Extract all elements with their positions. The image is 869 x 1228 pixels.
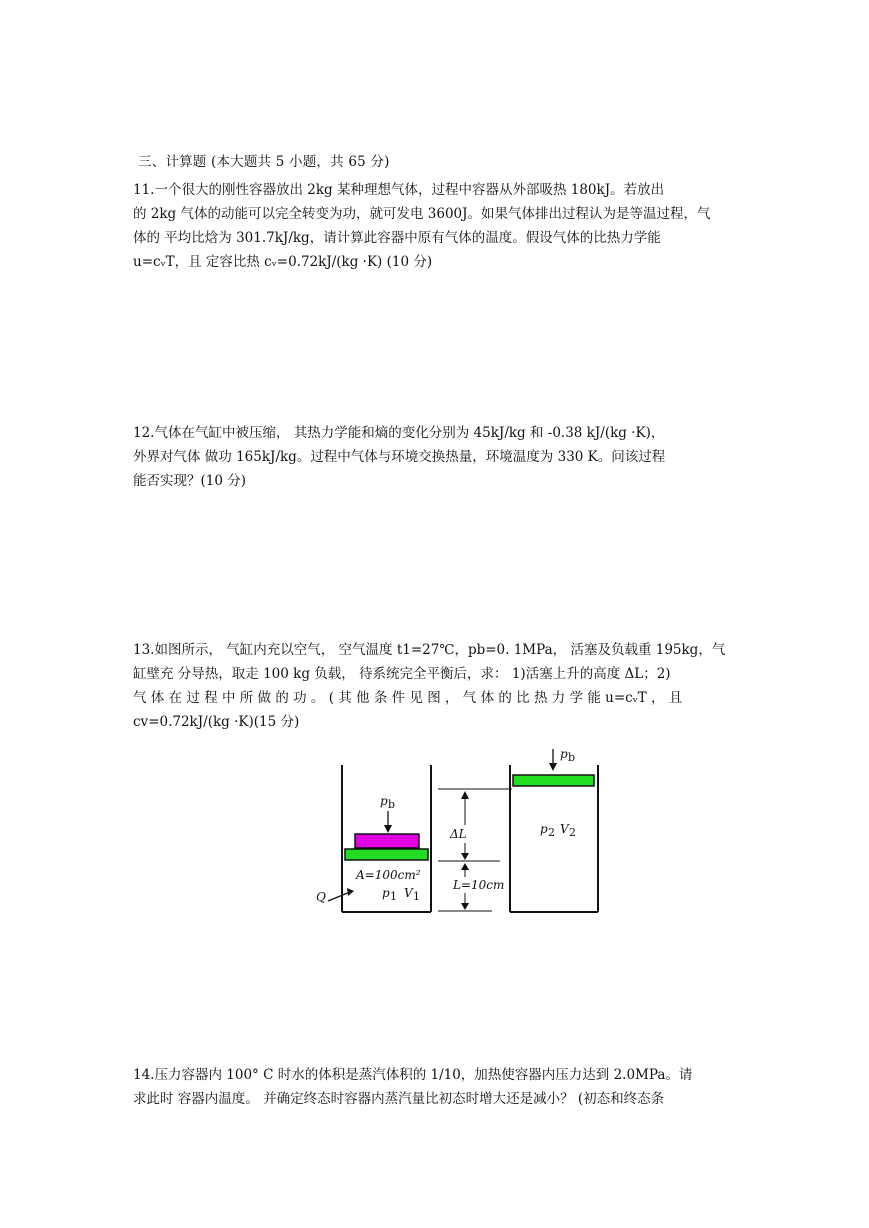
pb-right-sub: b bbox=[568, 751, 576, 764]
p2-label: p bbox=[540, 822, 548, 836]
question-line: 12.气体在气缸中被压缩， 其热力学能和熵的变化分别为 45kJ/kg 和 -0.38 kJ/(kg ·K)， bbox=[133, 425, 665, 441]
question-line: 求此时 容器内温度。 并确定终态时容器内蒸汽量比初态时增大还是减小？ (初态和终态条 bbox=[133, 1091, 665, 1107]
question-line: 的 2kg 气体的动能可以完全转变为功，就可发电 3600J。如果气体排出过程认为是等温过程，气 bbox=[133, 206, 711, 222]
p2-sub: 2 bbox=[548, 826, 555, 839]
question-line: 气 体 在 过 程 中 所 做 的 功 。 ( 其 他 条 件 见 图 ， 气 体 的 比 热 力 学 能 u=cᵥT ， 且 bbox=[133, 690, 683, 706]
question-11 bbox=[133, 178, 733, 274]
v1-label: V bbox=[404, 886, 413, 900]
section-title: 三、计算题 (本大题共 5 小题，共 65 分) bbox=[138, 154, 390, 170]
v2-label: V bbox=[560, 822, 569, 836]
question-14 bbox=[133, 1063, 733, 1111]
area-label: A=100cm² bbox=[356, 868, 421, 882]
dimension-lines bbox=[438, 789, 512, 911]
question-line: u=cᵥT，且 定容比热 cᵥ=0.72kJ/(kg ·K) (10 分) bbox=[133, 254, 433, 270]
question-line: 体的 平均比焓为 301.7kJ/kg，请计算此容器中原有气体的温度。假设气体的比热力学能 bbox=[133, 230, 661, 246]
question-line: cv=0.72kJ/(kg ·K)(15 分) bbox=[133, 714, 300, 730]
p1-sub: 1 bbox=[390, 890, 397, 903]
question-line: 14.压力容器内 100° C 时水的体积是蒸汽体积的 1/10，加热使容器内压力达到 2.0MPa。请 bbox=[133, 1067, 693, 1083]
question-line: 11.一个很大的刚性容器放出 2kg 某种理想气体，过程中容器从外部吸热 180kJ。若放出 bbox=[133, 182, 665, 198]
pb-left-sub: b bbox=[388, 798, 396, 811]
question-13 bbox=[133, 638, 733, 734]
l-value-label: L=10cm bbox=[453, 878, 505, 892]
question-line: 外界对气体 做功 165kJ/kg。过程中气体与环境交换热量，环境温度为 330 K。问该过程 bbox=[133, 449, 666, 465]
question-line: 缸壁充 分导热，取走 100 kg 负载， 待系统完全平衡后，求： 1)活塞上升的高度 ΔL；2) bbox=[133, 666, 671, 682]
question-12 bbox=[133, 421, 733, 493]
load-block bbox=[355, 834, 419, 848]
pb-right-label: p bbox=[560, 747, 568, 761]
q-label: Q bbox=[316, 890, 326, 904]
delta-l-label: ΔL bbox=[450, 827, 467, 841]
cylinder-piston-figure bbox=[300, 745, 620, 925]
v1-sub: 1 bbox=[413, 890, 420, 903]
question-line: 能否实现？(10 分) bbox=[133, 473, 247, 489]
v2-sub: 2 bbox=[569, 826, 576, 839]
pb-left-label: p bbox=[380, 794, 388, 808]
piston-left bbox=[345, 849, 428, 860]
p1-label: p bbox=[382, 886, 390, 900]
piston-right bbox=[513, 775, 594, 786]
question-line: 13.如图所示， 气缸内充以空气， 空气温度 t1=27℃，pb=0. 1MPa， 活塞及负载重 195kg，气 bbox=[133, 642, 726, 658]
